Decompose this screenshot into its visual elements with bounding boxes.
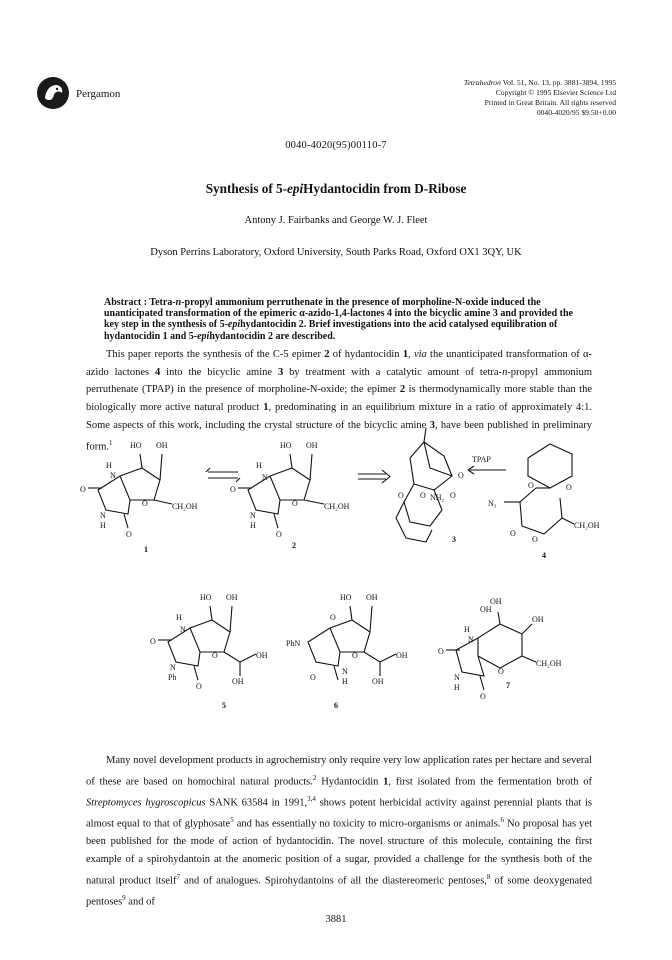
- copyright-line: Copyright © 1995 Elsevier Science Ltd: [495, 88, 616, 97]
- svg-text:HO: HO: [200, 593, 212, 602]
- svg-text:H: H: [256, 461, 262, 470]
- svg-text:OH: OH: [256, 651, 268, 660]
- svg-text:O: O: [310, 673, 316, 682]
- svg-text:O: O: [150, 637, 156, 646]
- price-line: 0040-4020/95 $9.50+0.00: [536, 108, 616, 117]
- svg-text:CH₂OH: CH₂OH: [172, 502, 198, 511]
- compound-2-structure: [230, 441, 350, 550]
- svg-text:N: N: [342, 667, 348, 676]
- svg-text:N: N: [100, 511, 106, 520]
- journal-info: [464, 78, 616, 118]
- body-paragraph: Many novel development products in agrochemistry only require very low application rates per hectare and several of these are based on homochiral natural products.$^2$ Hydantocidin 1, first isolated from the fermentation broth of Streptomyces hygroscopicus SANK 63584 in 1991,$^{3,4}$ shows potent herbicidal activity against perennial plants that is almost equal to that of glyphosate$^5$ and has essentially no toxicity to micro-organisms or animals.$^6$ No proposal has yet been published for the mode of action of hydantocidin. The novel structure of this molecule, containing the first example of a spirohydantoin at the anomeric position of a sugar, provided a challenge for the synthesis both of the natural product itself$^7$ and of analogues. Spirohydantoins of all the diastereomeric pentoses,$^8$ of some deoxygenated pentoses$^9$ and of: [86, 755, 593, 908]
- reaction-scheme: [80, 418, 600, 718]
- svg-text:H: H: [342, 677, 348, 686]
- compound-4-structure: [488, 444, 600, 560]
- svg-text:H: H: [454, 683, 460, 692]
- svg-text:N: N: [250, 511, 256, 520]
- svg-text:NH₂: NH₂: [430, 493, 445, 502]
- svg-text:O: O: [142, 499, 148, 508]
- svg-text:O: O: [352, 651, 358, 660]
- equilibrium-arrow-icon: [206, 468, 240, 482]
- svg-text:O: O: [510, 529, 516, 538]
- compound-6-structure: [286, 593, 408, 710]
- svg-text:O: O: [196, 682, 202, 691]
- svg-text:O: O: [480, 692, 486, 701]
- svg-text:N₃: N₃: [488, 499, 497, 508]
- svg-text:PhN: PhN: [286, 639, 301, 648]
- svg-text:OH: OH: [480, 605, 492, 614]
- svg-text:6: 6: [334, 701, 338, 710]
- svg-text:OH: OH: [226, 593, 238, 602]
- svg-text:CH₂OH: CH₂OH: [574, 521, 600, 530]
- svg-text:H: H: [176, 613, 182, 622]
- svg-text:N: N: [180, 625, 186, 634]
- page-number: 3881: [325, 914, 347, 925]
- svg-text:1: 1: [144, 545, 148, 554]
- svg-text:O: O: [276, 530, 282, 539]
- authors: Antony J. Fairbanks and George W. J. Fleet: [244, 215, 428, 226]
- svg-text:TPAP: TPAP: [472, 455, 491, 464]
- svg-text:O: O: [528, 481, 534, 490]
- reaction-arrow-icon: [358, 470, 390, 483]
- svg-text:HO: HO: [280, 441, 292, 450]
- svg-text:O: O: [330, 613, 336, 622]
- svg-text:2: 2: [292, 541, 296, 550]
- svg-text:N: N: [454, 673, 460, 682]
- svg-text:H: H: [464, 625, 470, 634]
- compound-3-structure: [396, 428, 464, 544]
- svg-text:OH: OH: [396, 651, 408, 660]
- svg-text:CH₂OH: CH₂OH: [536, 659, 562, 668]
- tpap-arrow: [468, 455, 506, 474]
- svg-text:OH: OH: [372, 677, 384, 686]
- svg-text:O: O: [458, 471, 464, 480]
- svg-text:4: 4: [542, 551, 546, 560]
- svg-text:O: O: [420, 491, 426, 500]
- article-title: Synthesis of 5-epiHydantocidin from D-Ribose: [205, 181, 467, 196]
- svg-text:7: 7: [506, 681, 510, 690]
- svg-text:HO: HO: [340, 593, 352, 602]
- svg-text:O: O: [292, 499, 298, 508]
- svg-text:O: O: [450, 491, 456, 500]
- svg-text:CH₂OH: CH₂OH: [324, 502, 350, 511]
- svg-text:OH: OH: [532, 615, 544, 624]
- intro-paragraph: This paper reports the synthesis of the C-5 epimer 2 of hydantocidin 1, via the unanticipated transformation of α-azido lactones 4 into the bicyclic amine 3 by treatment with a catalytic amount of tetra-n-propyl ammonium perruthenate (TPAP) in the presence of morpholine-N-oxide; the epimer 2 is thermodynamically more stable than the biologically more active natural product 1, predominating in an equilibrium mixture in a ratio of approximately 4:1. Some aspects of this work, including the crystal structure of the bicyclic amine 3, have been published in preliminary form.$^1$: [86, 349, 593, 453]
- compound-5-structure: [150, 593, 268, 710]
- svg-text:O: O: [126, 530, 132, 539]
- svg-text:OH: OH: [306, 441, 318, 450]
- svg-text:O: O: [532, 535, 538, 544]
- svg-text:O: O: [498, 667, 504, 676]
- svg-text:O: O: [230, 485, 236, 494]
- abstract: Abstract : Tetra-n-propyl ammonium perruthenate in the presence of morpholine-N-oxide induced the unanticipated transformation of the epimeric α-azido-1,4-lactones 4 into the bicyclic amine 3 and provided the key step in the synthesis of 5-epihydantocidin 2. Brief investigations into the acid catalysed equilibration of hydantocidin 1 and 5-epihydantocidin 2 are described.: [104, 297, 573, 342]
- svg-text:H: H: [106, 461, 112, 470]
- svg-text:O: O: [212, 651, 218, 660]
- publisher-name: Pergamon: [76, 88, 121, 100]
- journal-citation: Tetrahedron Vol. 51, No. 13, pp. 3881-3894, 1995: [463, 78, 616, 87]
- printed-line: Printed in Great Britain. All rights reserved: [484, 98, 616, 107]
- affiliation: Dyson Perrins Laboratory, Oxford University, South Parks Road, Oxford OX1 3QY, UK: [150, 247, 522, 258]
- svg-text:HO: HO: [130, 441, 142, 450]
- svg-text:O: O: [438, 647, 444, 656]
- svg-text:OH: OH: [490, 597, 502, 606]
- pergamon-logo-icon: [36, 76, 70, 110]
- svg-text:N: N: [468, 635, 474, 644]
- svg-text:Ph: Ph: [168, 673, 177, 682]
- svg-text:O: O: [566, 483, 572, 492]
- svg-text:OH: OH: [156, 441, 168, 450]
- svg-text:OH: OH: [232, 677, 244, 686]
- svg-text:O: O: [398, 491, 404, 500]
- compound-7-structure: [438, 597, 562, 701]
- svg-text:OH: OH: [366, 593, 378, 602]
- svg-text:5: 5: [222, 701, 226, 710]
- svg-text:H: H: [100, 521, 106, 530]
- svg-text:H: H: [250, 521, 256, 530]
- compound-1-structure: [80, 441, 198, 554]
- svg-text:N: N: [170, 663, 176, 672]
- doi-code: 0040-4020(95)00110-7: [285, 140, 387, 151]
- svg-text:N: N: [262, 473, 268, 482]
- svg-text:O: O: [80, 485, 86, 494]
- svg-text:N: N: [110, 471, 116, 480]
- svg-text:3: 3: [452, 535, 456, 544]
